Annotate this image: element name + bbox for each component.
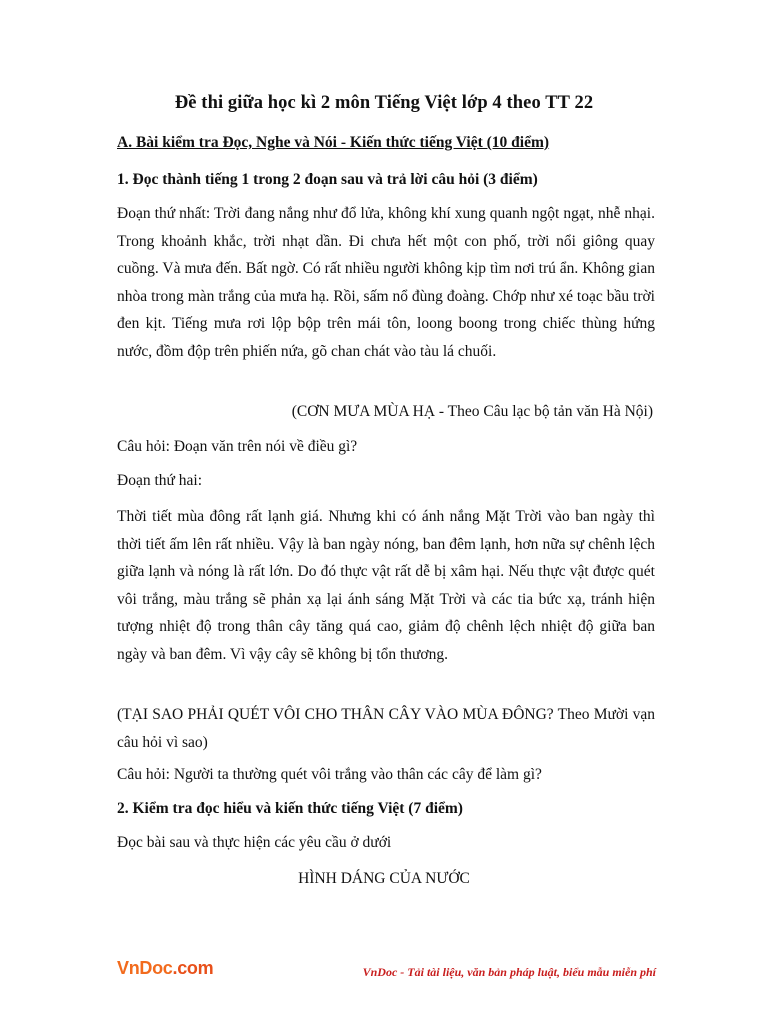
passage-2-label: Đoạn thứ hai: [117,472,203,489]
section-a-heading: A. Bài kiểm tra Đọc, Nghe và Nói - Kiến thức tiếng Việt (10 điểm) [117,134,550,151]
question-1-heading: 1. Đọc thành tiếng 1 trong 2 đoạn sau và trả lời câu hỏi (3 điểm) [117,171,538,188]
page-title: Đề thi giữa học kì 2 môn Tiếng Việt lớp 4 theo TT 22 [174,93,594,113]
passage-1-text: Đoạn thứ nhất: Trời đang nắng như đổ lửa, không khí xung quanh ngột ngạt, nhễ nhại. Trong khoảnh khắc, trời nhạt dần. Đi chưa hết một con phố, trời nổi giông quay cuồng. Và mưa đến. Bất ngờ. Có rất nhiều người không kịp tìm nơi trú ẩn. Không gian nhòa trong màn trắng của mưa hạ. Rồi, sấm nổ đùng đoàng. Chớp như xé toạc bầu trời đen kịt. Tiếng mưa rơi lộp bộp trên mái tôn, loong boong trong chiếc thùng hứng nước, đồm độp trên phiến nứa, gõ chan chát vào tàu lá chuối. [117,205,655,360]
passage-2-question: Câu hỏi: Người ta thường quét vôi trắng vào thân các cây để làm gì? [117,766,542,783]
vndoc-logo[interactable] [117,958,213,979]
logo-main-text: VnDoc [117,958,173,978]
logo-suffix-text: .com [172,958,214,978]
passage-1-question: Câu hỏi: Đoạn văn trên nói về điều gì? [117,438,358,455]
passage-2-text: Thời tiết mùa đông rất lạnh giá. Nhưng khi có ánh nắng Mặt Trời vào ban ngày thì thời tiết ấm lên rất nhiều. Vậy là ban ngày nóng, ban đêm lạnh, hơn nữa sự chênh lệch giữa lạnh và nóng là rất lớn. Do đó thực vật rất dễ bị xâm hại. Nếu thực vật được quét vôi trắng, màu trắng sẽ phản xạ lại ánh sáng Mặt Trời và các tia bức xạ, tránh hiện tượng nhiệt độ trong thân cây tăng quá cao, giảm độ chênh lệch nhiệt độ giữa ban ngày và ban đêm. Vì vậy cây sẽ không bị tổn thương. [117,508,655,663]
reading-instruction: Đọc bài sau và thực hiện các yêu cầu ở dưới [117,834,392,851]
passage-1-source: (CƠN MƯA MÙA HẠ - Theo Câu lạc bộ tản văn Hà Nội) [291,403,653,420]
question-2-heading: 2. Kiểm tra đọc hiểu và kiến thức tiếng Việt (7 điểm) [117,800,463,817]
reading-title: HÌNH DÁNG CỦA NƯỚC [298,870,470,887]
passage-2-source: (TẠI SAO PHẢI QUÉT VÔI CHO THÂN CÂY VÀO MÙA ĐÔNG? Theo Mười vạn câu hỏi vì sao) [117,706,655,751]
footer-tagline: VnDoc - Tải tài liệu, văn bản pháp luật, biểu mẫu miễn phí [362,965,656,979]
